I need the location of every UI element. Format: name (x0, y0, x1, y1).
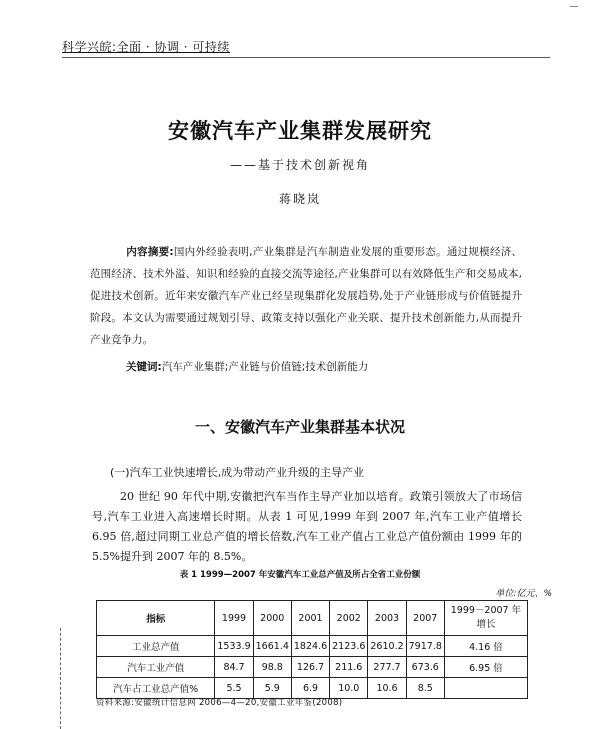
table-unit: 单位:亿元、% (495, 589, 552, 599)
article-author: 蒋晓岚 (278, 192, 321, 206)
keywords (90, 357, 522, 377)
table-cell: 7917.8 (406, 636, 444, 657)
table-row (97, 657, 528, 678)
table-cell: 5.9 (253, 678, 291, 699)
table-cell: 84.7 (215, 657, 253, 678)
table-cell: 98.8 (253, 657, 291, 678)
table-header-cell: 1999 (215, 601, 253, 636)
abstract-label: 内容摘要: (126, 246, 174, 258)
table-cell: 1824.6 (291, 636, 329, 657)
table-cell: 汽车占工业总产值% (97, 678, 215, 699)
table-cell: 126.7 (291, 657, 329, 678)
abstract-text: 国内外经验表明,产业集群是汽车制造业发展的重要形态。通过规模经济、范围经济、技术外溢、知识和经验的直接交流等途径,产业集群可以有效降低生产和交易成本,促进技术创新。近年来安徽汽车产业已经呈现集群化发展趋势,处于产业链形成与价值链提升阶段。本文认为需要通过规划引导、政策支持以强化产业关联、提升技术创新能力,从而提升产业竞争力。 (90, 246, 522, 346)
table-header-cell: 2001 (291, 601, 329, 636)
body-paragraph-text: 20 世纪 90 年代中期,安徽把汽车当作主导产业加以培育。政策引领放大了市场信号,汽车工业进入高速增长时期。从表 1 可见,1999 年到 2007 年,汽车工业产值增长 6.95 倍,超过同期工业总产值的增长倍数,汽车工业产值占工业总产值份额由 1999 年的 5.5%提升到 2007 年的 8.5%。 (92, 490, 522, 563)
table-cell: 1533.9 (215, 636, 253, 657)
table-cell: 5.5 (215, 678, 253, 699)
scan-mark (570, 6, 578, 7)
binding-margin-line (60, 628, 61, 729)
header-rule (62, 57, 550, 58)
table-header-cell: 2007 (406, 601, 444, 636)
body-paragraph (92, 487, 522, 567)
table-cell (444, 678, 527, 699)
section-heading: 一、安徽汽车产业集群基本状况 (194, 418, 405, 436)
table-cell: 汽车工业产值 (97, 657, 215, 678)
table-cell: 10.0 (330, 678, 368, 699)
table-header-row (97, 601, 528, 636)
table-cell: 1661.4 (253, 636, 291, 657)
table-header-cell: 2003 (368, 601, 406, 636)
section-subheading: (一)汽车工业快速增长,成为带动产业升级的主导产业 (110, 466, 365, 479)
table-cell: 2610.2 (368, 636, 406, 657)
table-cell: 6.9 (291, 678, 329, 699)
table-cell: 8.5 (406, 678, 444, 699)
table-cell: 6.95 倍 (444, 657, 527, 678)
keywords-text: 汽车产业集群;产业链与价值链;技术创新能力 (161, 361, 369, 373)
table-header-cell: 2002 (330, 601, 368, 636)
table-caption: 表 1 1999—2007 年安徽汽车工业总产值及所占全省工业份额 (179, 570, 421, 580)
table-cell: 10.6 (368, 678, 406, 699)
table-cell: 277.7 (368, 657, 406, 678)
table-row (97, 636, 528, 657)
table-cell: 4.16 倍 (444, 636, 527, 657)
table-cell: 工业总产值 (97, 636, 215, 657)
article-title: 安徽汽车产业集群发展研究 (168, 118, 432, 143)
keywords-label: 关键词: (126, 361, 162, 373)
table-cell: 2123.6 (330, 636, 368, 657)
table-header-cell: 2000 (253, 601, 291, 636)
table-header-cell: 指标 (97, 601, 215, 636)
table-cell: 211.6 (330, 657, 368, 678)
table-header-cell: 1999－2007 年增长 (444, 601, 527, 636)
running-header: 科学兴皖:全面 · 协调 · 可持续 (62, 40, 230, 54)
abstract (90, 241, 522, 351)
data-table (96, 600, 528, 699)
article-subtitle: ——基于技术创新视角 (229, 158, 370, 172)
table-source: 资料来源:安徽统计信息网 2006—4—20,安徽工业年鉴(2008) (96, 698, 343, 708)
table-cell: 673.6 (406, 657, 444, 678)
